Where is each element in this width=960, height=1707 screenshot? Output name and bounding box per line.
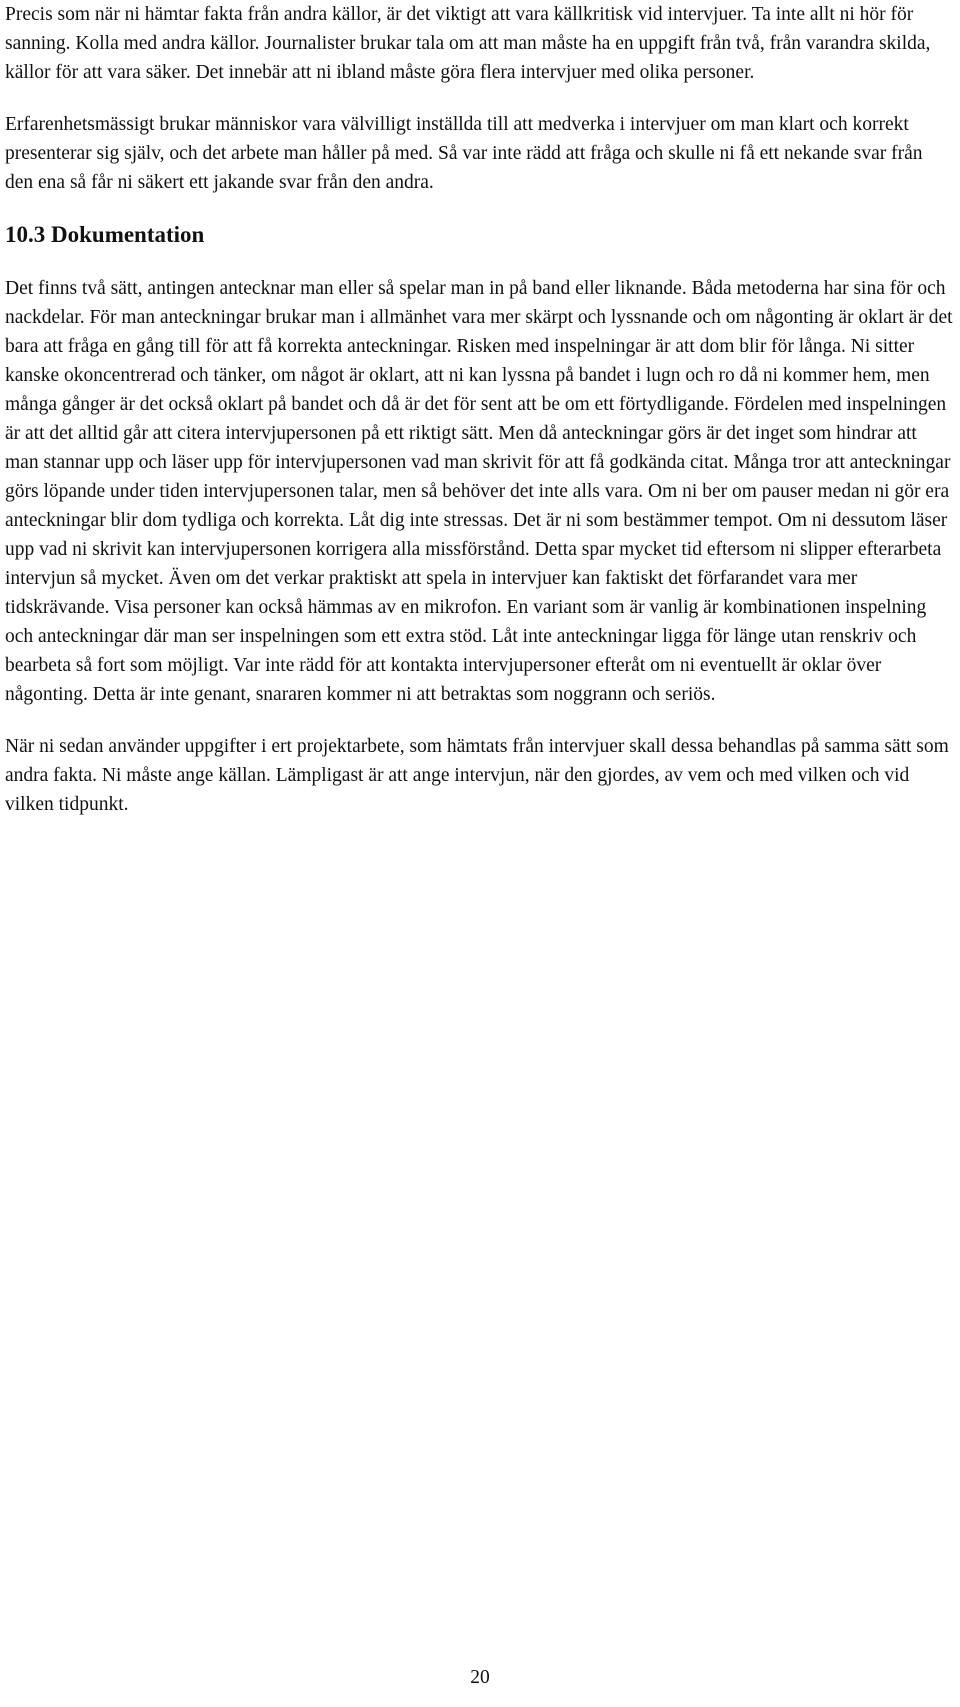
section-heading: 10.3 Dokumentation — [5, 222, 205, 247]
page-number: 20 — [470, 1667, 490, 1688]
paragraph-source-criticism: Precis som när ni hämtar fakta från andra källor, är det viktigt att vara källkritisk vid intervjuer. Ta inte allt ni hör för sanning. Kolla med andra källor. Journalister brukar tala om att man måste ha en uppgift från två, från varandra skilda, källor för att vara säker. Det innebär att ni ibland måste göra flera intervjuer med olika personer. — [5, 4, 931, 83]
paragraph-willingness: Erfarenhetsmässigt brukar människor vara välvilligt inställda till att medverka i intervjuer om man klart och korrekt presenterar sig själv, och det arbete man håller på med. Så var inte rädd att fråga och skulle ni få ett nekande svar från den ena så får ni säkert ett jakande svar från den andra. — [5, 114, 923, 193]
paragraph-documentation-methods: Det finns två sätt, antingen antecknar man eller så spelar man in på band eller liknande. Båda metoderna har sina för och nackdelar. För man anteckningar brukar man i allmänhet vara mer skärpt och lyssnande och om någonting är oklart är det bara att fråga en gång till för att få korrekta anteckningar. Risken med inspelningar är att dom blir för långa. Ni sitter kanske okoncentrerad och tänker, om något är oklart, att ni kan lyssna på bandet i lugn och ro då ni kommer hem, men många gånger är det också oklart på bandet och då är det för sent att be om ett förtydligande. Fördelen med inspelningen är att det alltid går att citera intervjupersonen på ett riktigt sätt. Men då anteckningar görs är det inget som hindrar att man stannar upp och läser upp för intervjupersonen vad man skrivit för att få godkända citat. Många tror att anteckningar görs löpande under tiden intervjupersonen talar, men så behöver det inte alls vara. Om ni ber om pauser medan ni gör era anteckningar blir dom tydliga och korrekta. Låt dig inte stressas. Det är ni som bestämmer tempot. Om ni dessutom läser upp vad ni skrivit kan intervjupersonen korrigera alla missförstånd. Detta spar mycket tid eftersom ni slipper efterarbeta intervjun så mycket. Även om det verkar praktiskt att spela in intervjuer kan faktiskt det förfarandet vara mer tidskrävande. Visa personer kan också hämmas av en mikrofon. En variant som är vanlig är kombinationen inspelning och anteckningar där man ser inspelningen som ett extra stöd. Låt inte anteckningar ligga för länge utan renskriv och bearbeta så fort som möjligt. Var inte rädd för att kontakta intervjupersoner efteråt om ni eventuellt är oklar över någonting. Detta är inte genant, snararen kommer ni att betraktas som noggrann och seriös. — [5, 278, 953, 705]
document-page — [5, 0, 955, 842]
paragraph-using-interview-data: När ni sedan använder uppgifter i ert projektarbete, som hämtats från intervjuer skall dessa behandlas på samma sätt som andra fakta. Ni måste ange källan. Lämpligast är att ange intervjun, när den gjordes, av vem och med vilken och vid vilken tidpunkt. — [5, 736, 949, 815]
